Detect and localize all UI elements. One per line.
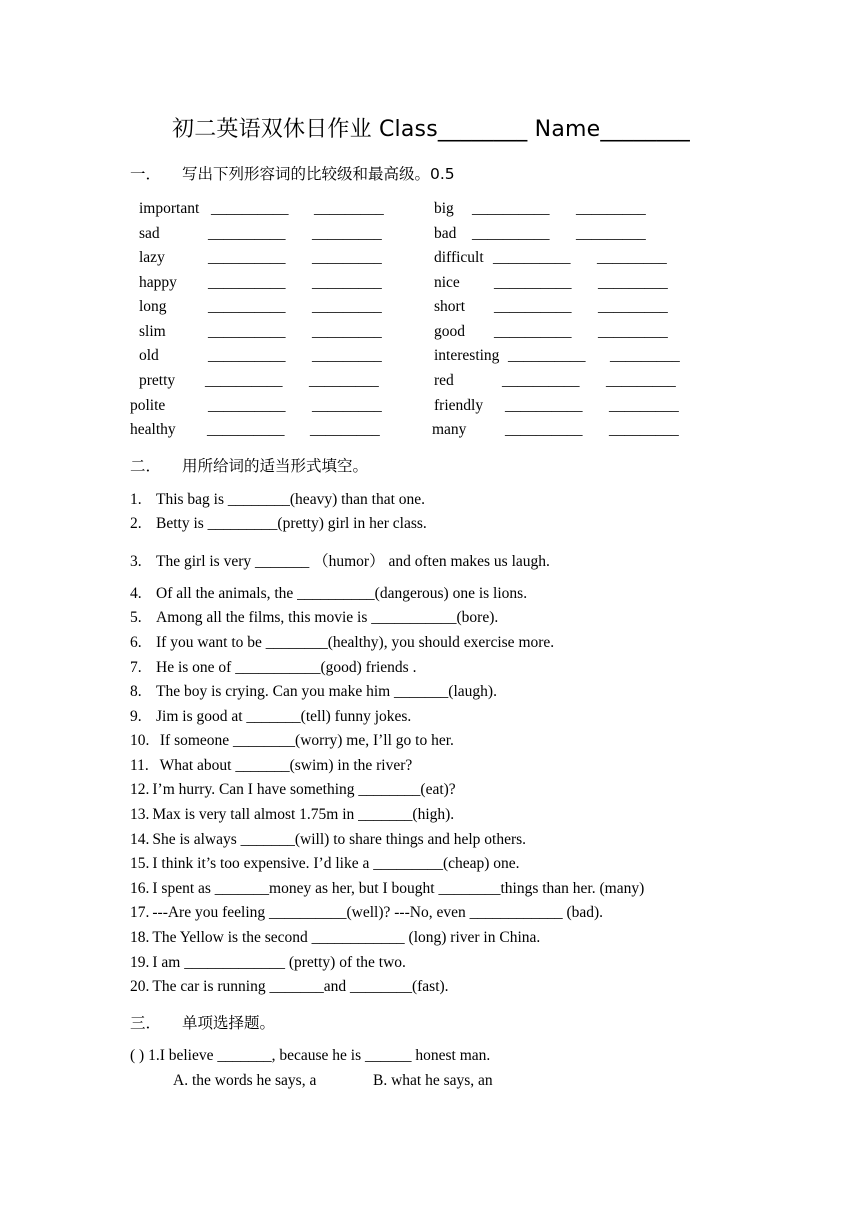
fill-item [130, 708, 411, 726]
section-1-number: 一． [130, 165, 162, 183]
fill-item-text: The boy is crying. Can you make him _______(laugh). [156, 683, 497, 700]
fill-item-text: I’m hurry. Can I have something ________(eat)? [152, 781, 456, 798]
superlative-blank: _________ [314, 200, 384, 217]
section-2-heading [130, 454, 368, 476]
fill-item-text: What about _______(swim) in the river? [156, 757, 413, 774]
fill-item [130, 659, 416, 677]
adjective-left: lazy [139, 249, 165, 266]
fill-item-number: 18. [130, 929, 150, 946]
page-title: 初二英语双休日作业 Class________ Name________ [172, 117, 690, 142]
fill-item-text: The car is running _______and ________(fast). [152, 978, 449, 995]
section-3-title: 单项选择题。 [182, 1014, 276, 1032]
superlative-blank: _________ [312, 225, 382, 242]
superlative-blank: _________ [597, 249, 667, 266]
adjective-right: difficult [434, 249, 484, 266]
superlative-blank: _________ [312, 274, 382, 291]
fill-item-text: If someone ________(worry) me, I’ll go to her. [156, 732, 454, 749]
fill-item-number: 19. [130, 954, 150, 971]
comparative-blank: __________ [472, 225, 550, 242]
fill-item-text: He is one of ___________(good) friends . [156, 659, 417, 676]
comparative-blank: __________ [208, 298, 286, 315]
comparative-blank: __________ [211, 200, 289, 217]
comparative-blank: __________ [505, 397, 583, 414]
comparative-blank: __________ [205, 372, 283, 389]
superlative-blank: _________ [312, 323, 382, 340]
adjective-left: sad [139, 225, 160, 242]
comparative-blank: __________ [208, 347, 286, 364]
adjective-left: slim [139, 323, 166, 340]
adjective-left: healthy [130, 421, 176, 438]
fill-item [130, 609, 498, 627]
adjective-right: red [434, 372, 454, 389]
choice-option-b: B. what he says, an [373, 1072, 493, 1089]
fill-item [130, 732, 454, 750]
fill-item-number: 1. [130, 491, 142, 508]
fill-item [130, 855, 520, 873]
superlative-blank: _________ [609, 397, 679, 414]
fill-item-text: Jim is good at _______(tell) funny jokes. [156, 708, 412, 725]
fill-item-number: 11. [130, 757, 149, 774]
superlative-blank: _________ [610, 347, 680, 364]
adjective-left: pretty [139, 372, 176, 389]
superlative-blank: _________ [312, 347, 382, 364]
fill-item [130, 781, 456, 799]
fill-item [130, 929, 540, 947]
superlative-blank: _________ [310, 421, 380, 438]
fill-item-number: 8. [130, 683, 142, 700]
fill-item-text: I think it’s too expensive. I’d like a _________(cheap) one. [152, 855, 520, 872]
superlative-blank: _________ [598, 298, 668, 315]
choice-option-a: A. the words he says, a [173, 1072, 317, 1089]
superlative-blank: _________ [576, 200, 646, 217]
fill-item-text: Max is very tall almost 1.75m in _______(high). [152, 806, 455, 823]
superlative-blank: _________ [606, 372, 676, 389]
superlative-blank: _________ [598, 274, 668, 291]
superlative-blank: _________ [609, 421, 679, 438]
comparative-blank: __________ [493, 249, 571, 266]
comparative-blank: __________ [208, 249, 286, 266]
fill-item-text: ---Are you feeling __________(well)? ---No, even ____________ (bad). [152, 904, 604, 921]
fill-item-text: I am _____________ (pretty) of the two. [152, 954, 406, 971]
comparative-blank: __________ [208, 274, 286, 291]
fill-item-number: 6. [130, 634, 142, 651]
fill-item-number: 15. [130, 855, 150, 872]
fill-item-text: The Yellow is the second ____________ (long) river in China. [152, 929, 541, 946]
superlative-blank: _________ [598, 323, 668, 340]
fill-item-number: 9. [130, 708, 142, 725]
superlative-blank: _________ [312, 298, 382, 315]
fill-item [130, 954, 406, 972]
adjective-left: polite [130, 397, 166, 414]
section-3-heading [130, 1011, 275, 1033]
superlative-blank: _________ [576, 225, 646, 242]
fill-item [130, 831, 526, 849]
fill-item-text: If you want to be ________(healthy), you should exercise more. [156, 634, 555, 651]
fill-item-text: I spent as _______money as her, but I bought ________things than her. (many) [152, 880, 645, 897]
comparative-blank: __________ [505, 421, 583, 438]
fill-item-number: 12. [130, 781, 150, 798]
comparative-blank: __________ [494, 274, 572, 291]
fill-item-text: Of all the animals, the __________(dangerous) one is lions. [156, 585, 528, 602]
fill-item [130, 585, 527, 603]
fill-item-number: 16. [130, 880, 150, 897]
superlative-blank: _________ [312, 249, 382, 266]
comparative-blank: __________ [494, 298, 572, 315]
section-2-title: 用所给词的适当形式填空。 [182, 457, 369, 475]
fill-item-number: 3. [130, 553, 142, 570]
fill-item-number: 17. [130, 904, 150, 921]
section-2-number: 二． [130, 457, 162, 475]
choice-question-1: ( ) 1.I believe _______, because he is ______ honest man. [130, 1047, 491, 1064]
superlative-blank: _________ [309, 372, 379, 389]
comparative-blank: __________ [502, 372, 580, 389]
adjective-left: happy [139, 274, 177, 291]
adjective-right: good [434, 323, 465, 340]
adjective-right: big [434, 200, 454, 217]
section-3-number: 三． [130, 1014, 162, 1032]
adjective-right: friendly [434, 397, 484, 414]
section-1-title: 写出下列形容词的比较级和最高级。0.5 [182, 165, 455, 183]
comparative-blank: __________ [494, 323, 572, 340]
fill-item [130, 491, 425, 509]
fill-item [130, 880, 644, 898]
superlative-blank: _________ [312, 397, 382, 414]
fill-item-number: 2. [130, 515, 142, 532]
fill-item-number: 7. [130, 659, 142, 676]
comparative-blank: __________ [508, 347, 586, 364]
fill-item [130, 515, 427, 533]
fill-item [130, 904, 603, 922]
adjective-right: many [432, 421, 467, 438]
adjective-left: long [139, 298, 167, 315]
comparative-blank: __________ [208, 323, 286, 340]
adjective-right: bad [434, 225, 457, 242]
comparative-blank: __________ [208, 397, 286, 414]
fill-item [130, 978, 449, 996]
fill-item-number: 14. [130, 831, 150, 848]
fill-item-text: She is always _______(will) to share things and help others. [152, 831, 527, 848]
comparative-blank: __________ [207, 421, 285, 438]
fill-item-text: The girl is very _______ （humor） and often makes us laugh. [156, 553, 550, 570]
fill-item-number: 4. [130, 585, 142, 602]
adjective-left: important [139, 200, 200, 217]
fill-item [130, 683, 497, 701]
adjective-right: short [434, 298, 465, 315]
fill-item-number: 13. [130, 806, 150, 823]
comparative-blank: __________ [472, 200, 550, 217]
fill-item-text: This bag is ________(heavy) than that one. [156, 491, 426, 508]
fill-item [130, 806, 454, 824]
adjective-right: nice [434, 274, 460, 291]
fill-item-number: 20. [130, 978, 150, 995]
adjective-right: interesting [434, 347, 500, 364]
fill-item [130, 634, 554, 652]
fill-item [130, 549, 550, 571]
fill-item-number: 10. [130, 732, 150, 749]
fill-item [130, 757, 412, 775]
fill-item-text: Among all the films, this movie is ___________(bore). [156, 609, 499, 626]
fill-item-text: Betty is _________(pretty) girl in her class. [156, 515, 427, 532]
adjective-left: old [139, 347, 159, 364]
section-1-heading [130, 162, 455, 184]
comparative-blank: __________ [208, 225, 286, 242]
fill-item-number: 5. [130, 609, 142, 626]
